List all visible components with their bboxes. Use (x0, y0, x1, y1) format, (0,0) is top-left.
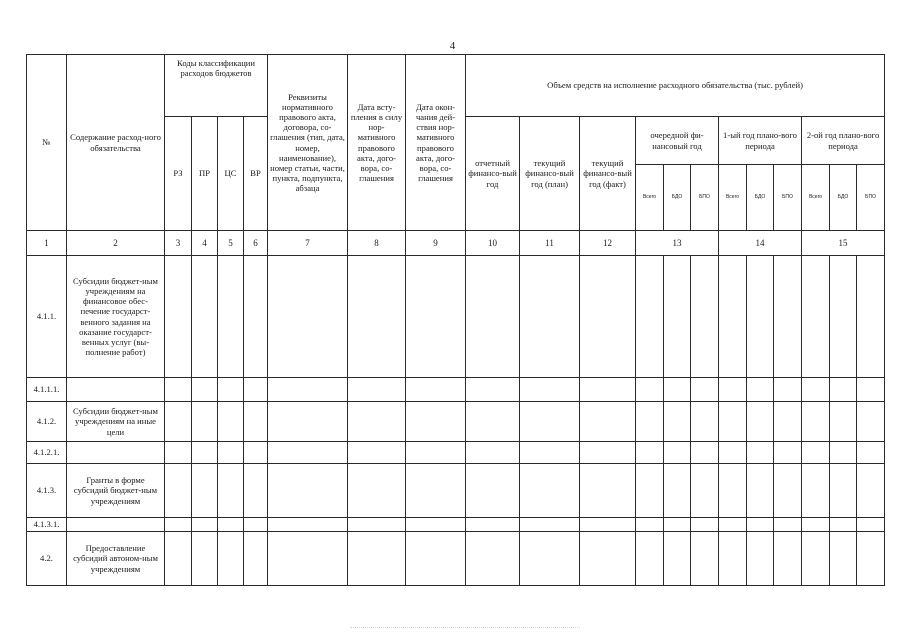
header-plan-year-2: 2-ой год плано-вого периода (802, 117, 885, 165)
footer-mark (350, 627, 580, 632)
table-cell (165, 518, 192, 532)
header-current-plan: текущий финансо-вый год (план) (520, 117, 580, 231)
table-cell (244, 464, 268, 518)
column-number: 6 (244, 231, 268, 256)
table-cell (268, 532, 348, 586)
table-cell (165, 532, 192, 586)
table-cell (165, 442, 192, 464)
sub-total: Всего (802, 165, 830, 231)
table-cell (830, 464, 857, 518)
table-cell (691, 518, 719, 532)
table-cell (466, 464, 520, 518)
table-cell (774, 464, 802, 518)
table-cell (580, 402, 636, 442)
column-number: 15 (802, 231, 885, 256)
table-cell (774, 256, 802, 378)
table-cell (268, 402, 348, 442)
table-cell (218, 256, 244, 378)
table-cell (466, 402, 520, 442)
table-cell (466, 256, 520, 378)
row-content: Субсидии бюджет-ным учреждениям на иные цели (67, 402, 165, 442)
table-cell (466, 378, 520, 402)
row-number: 4.2. (27, 532, 67, 586)
header-row-1 (27, 55, 885, 117)
row-number: 4.1.2.1. (27, 442, 67, 464)
table-cell (348, 402, 406, 442)
table-cell (747, 518, 774, 532)
table-cell (802, 532, 830, 586)
table-cell (466, 442, 520, 464)
sub-bdo: БДО (664, 165, 691, 231)
table-row (27, 442, 885, 464)
table-cell (580, 256, 636, 378)
table-cell (802, 518, 830, 532)
table-cell (520, 518, 580, 532)
table-cell (691, 378, 719, 402)
header-volume: Объем средств на исполнение расходного обязательства (тыс. рублей) (466, 55, 885, 117)
table-cell (406, 518, 466, 532)
table-cell (192, 256, 218, 378)
column-number: 4 (192, 231, 218, 256)
table-cell (244, 256, 268, 378)
column-number: 2 (67, 231, 165, 256)
table-cell (165, 378, 192, 402)
table-cell (165, 402, 192, 442)
row-content: Субсидии бюджет-ным учреждениям на финансовое обес-печение государст-венного задания на оказание государст-венных услуг (вы-полнение работ) (67, 256, 165, 378)
column-number: 5 (218, 231, 244, 256)
header-plan-year-1: 1-ый год плано-вого периода (719, 117, 802, 165)
table-cell (192, 518, 218, 532)
table-cell (664, 256, 691, 378)
table-cell (520, 402, 580, 442)
table-cell (664, 464, 691, 518)
table-cell (580, 518, 636, 532)
table-cell (691, 442, 719, 464)
table-cell (520, 464, 580, 518)
table-cell (774, 442, 802, 464)
table-cell (580, 378, 636, 402)
table-row (27, 378, 885, 402)
table-cell (774, 532, 802, 586)
column-number-row (27, 231, 885, 256)
header-next-year: очередной фи-нансовый год (636, 117, 719, 165)
table-cell (830, 256, 857, 378)
table-cell (406, 464, 466, 518)
table-cell (857, 402, 885, 442)
table-cell (719, 402, 747, 442)
table-cell (406, 442, 466, 464)
table-row (27, 402, 885, 442)
sub-bdo: БДО (747, 165, 774, 231)
table-cell (244, 532, 268, 586)
table-cell (244, 402, 268, 442)
column-number: 7 (268, 231, 348, 256)
table-cell (192, 378, 218, 402)
column-number: 9 (406, 231, 466, 256)
column-number: 8 (348, 231, 406, 256)
table-cell (664, 402, 691, 442)
table-cell (580, 532, 636, 586)
table-cell (719, 442, 747, 464)
sub-total: Всего (636, 165, 664, 231)
table-cell (466, 532, 520, 586)
table-cell (691, 532, 719, 586)
table-cell (218, 532, 244, 586)
table-cell (719, 378, 747, 402)
table-row (27, 532, 885, 586)
sub-bdo: БДО (830, 165, 857, 231)
table-cell (802, 464, 830, 518)
header-date-start: Дата всту-пления в силу нор-мативного правового акта, дого-вора, со-глашения (348, 55, 406, 231)
table-cell (664, 518, 691, 532)
table-cell (830, 402, 857, 442)
table-cell (774, 378, 802, 402)
table-cell (747, 256, 774, 378)
table-cell (719, 518, 747, 532)
table-cell (636, 518, 664, 532)
table-cell (268, 256, 348, 378)
table-cell (218, 378, 244, 402)
table-row (27, 464, 885, 518)
table-cell (636, 532, 664, 586)
table-cell (348, 518, 406, 532)
header-codes: Коды классификации расходов бюджетов (165, 55, 268, 117)
table-cell (636, 256, 664, 378)
table-cell (830, 518, 857, 532)
header-content: Содержание расход-ного обязательства (67, 55, 165, 231)
row-content (67, 442, 165, 464)
table-cell (244, 518, 268, 532)
table-cell (691, 464, 719, 518)
header-pr: ПР (192, 117, 218, 231)
table-cell (268, 518, 348, 532)
table-cell (719, 256, 747, 378)
table-cell (774, 402, 802, 442)
table-cell (268, 442, 348, 464)
table-cell (218, 442, 244, 464)
table-cell (165, 256, 192, 378)
table-cell (520, 256, 580, 378)
table-cell (636, 464, 664, 518)
header-cs: ЦС (218, 117, 244, 231)
table-cell (244, 378, 268, 402)
table-cell (747, 442, 774, 464)
header-current-fact: текущий финансо-вый год (факт) (580, 117, 636, 231)
table-cell (406, 378, 466, 402)
header-requisites: Реквизиты нормативного правового акта, договора, со-глашения (тип, дата, номер, наименование), номер статьи, части, пункта, подпункта, абзаца (268, 55, 348, 231)
table-cell (636, 378, 664, 402)
column-number: 13 (636, 231, 719, 256)
table-cell (830, 378, 857, 402)
table-cell (520, 532, 580, 586)
table-cell (406, 402, 466, 442)
table-cell (348, 256, 406, 378)
table-cell (802, 442, 830, 464)
sub-bpo: БПО (774, 165, 802, 231)
table-cell (664, 378, 691, 402)
table-cell (580, 442, 636, 464)
header-rz: РЗ (165, 117, 192, 231)
table-cell (857, 378, 885, 402)
table-row (27, 256, 885, 378)
row-number: 4.1.3.1. (27, 518, 67, 532)
row-content: Предоставление субсидий автоном-ным учреждениям (67, 532, 165, 586)
table-cell (830, 442, 857, 464)
row-number: 4.1.3. (27, 464, 67, 518)
table-cell (857, 256, 885, 378)
table-cell (348, 378, 406, 402)
page-number: 4 (449, 40, 456, 52)
header-vr: ВР (244, 117, 268, 231)
table-cell (218, 402, 244, 442)
table-cell (192, 442, 218, 464)
table-cell (268, 378, 348, 402)
table-cell (664, 442, 691, 464)
column-number: 12 (580, 231, 636, 256)
table-cell (691, 402, 719, 442)
table-cell (802, 378, 830, 402)
header-report-year: отчетный финансо-вый год (466, 117, 520, 231)
sub-bpo: БПО (691, 165, 719, 231)
row-content (67, 378, 165, 402)
column-number: 3 (165, 231, 192, 256)
header-no: № (27, 55, 67, 231)
table-cell (244, 442, 268, 464)
table-cell (691, 256, 719, 378)
row-number: 4.1.1.1. (27, 378, 67, 402)
table-cell (747, 378, 774, 402)
table-cell (857, 518, 885, 532)
table-cell (719, 464, 747, 518)
table-cell (348, 442, 406, 464)
table-cell (406, 532, 466, 586)
table-cell (165, 464, 192, 518)
table-cell (857, 532, 885, 586)
table-cell (520, 442, 580, 464)
table-cell (268, 464, 348, 518)
sub-bpo: БПО (857, 165, 885, 231)
table-cell (636, 402, 664, 442)
header-date-end: Дата окон-чания дей-ствия нор-мативного правового акта, дого-вора, со-глашения (406, 55, 466, 231)
table-cell (747, 402, 774, 442)
table-cell (830, 532, 857, 586)
table-cell (802, 402, 830, 442)
table-cell (802, 256, 830, 378)
table-cell (774, 518, 802, 532)
table-cell (747, 464, 774, 518)
table-cell (218, 464, 244, 518)
row-content: Гранты в форме субсидий бюджет-ным учреждениям (67, 464, 165, 518)
table-cell (348, 464, 406, 518)
table-cell (857, 464, 885, 518)
table-cell (580, 464, 636, 518)
row-content (67, 518, 165, 532)
table-cell (747, 532, 774, 586)
column-number: 14 (719, 231, 802, 256)
column-number: 1 (27, 231, 67, 256)
row-number: 4.1.1. (27, 256, 67, 378)
sub-total: Всего (719, 165, 747, 231)
column-number: 10 (466, 231, 520, 256)
table-cell (719, 532, 747, 586)
table-cell (348, 532, 406, 586)
table-cell (406, 256, 466, 378)
table-cell (218, 518, 244, 532)
row-number: 4.1.2. (27, 402, 67, 442)
table-cell (192, 402, 218, 442)
table-cell (636, 442, 664, 464)
table-cell (192, 464, 218, 518)
table-cell (857, 442, 885, 464)
table-row (27, 518, 885, 532)
table-cell (664, 532, 691, 586)
table-cell (520, 378, 580, 402)
table-cell (466, 518, 520, 532)
column-number: 11 (520, 231, 580, 256)
expenditure-obligations-table (26, 54, 885, 586)
table-cell (192, 532, 218, 586)
